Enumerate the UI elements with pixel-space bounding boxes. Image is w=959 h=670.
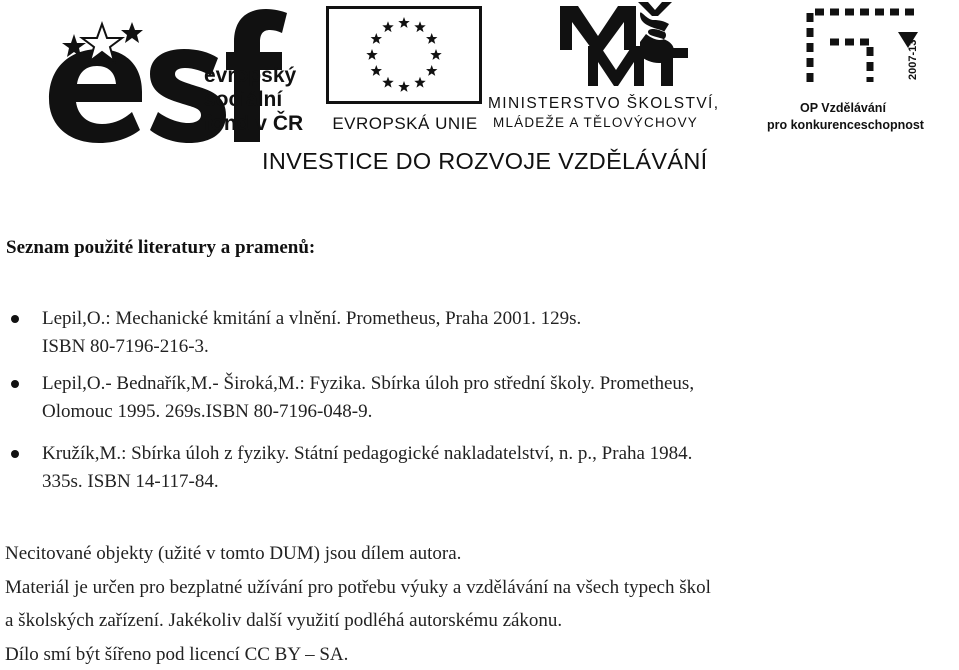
eu-star-icon	[414, 21, 425, 32]
msmt-emblem-icon	[488, 2, 763, 94]
esf-line1: evropský	[204, 64, 297, 87]
eu-flag-icon	[326, 6, 482, 104]
op-line2: pro konkurenceschopnost	[767, 118, 924, 132]
logo-header	[0, 0, 959, 190]
msmt-line1: MINISTERSTVO ŠKOLSTVÍ,	[488, 95, 720, 112]
note-line4: Dílo smí být šířeno pod licencí CC BY – SA.	[5, 644, 349, 665]
eu-logo	[323, 4, 487, 136]
bibliography-item-line1: Lepil,O.- Bednařík,M.- Široká,M.: Fyzika. Sbírka úloh pro střední školy. Prometheus,	[42, 373, 695, 394]
esf-line3: fond v ČR	[204, 112, 304, 135]
op-years: 2007-13	[907, 39, 919, 80]
eu-star-icon	[382, 21, 393, 32]
op-logo	[767, 2, 955, 138]
note-line3: a školských zařízení. Jakékoliv další využití podléhá autorskému zákonu.	[5, 610, 563, 631]
eu-label: EVROPSKÁ UNIE	[332, 114, 478, 133]
msmt-line2: MLÁDEŽE A TĚLOVÝCHOVY	[493, 115, 699, 130]
bibliography-item-line1: Kružík,M.: Sbírka úloh z fyziky. Státní pedagogické nakladatelství, n. p., Praha 1984.	[42, 443, 693, 464]
note-line1: Necitované objekty (užité v tomto DUM) jsou dílem autora.	[5, 543, 462, 564]
esf-line2: sociální	[204, 88, 283, 111]
op-emblem-icon	[770, 2, 955, 100]
msmt-logo	[488, 2, 763, 140]
eu-star-icon	[366, 49, 377, 60]
bullet-icon	[11, 315, 19, 323]
eu-star-icon	[371, 33, 382, 44]
eu-star-icon	[398, 17, 409, 28]
eu-star-icon	[426, 33, 437, 44]
note-line2: Materiál je určen pro bezplatné užívání pro potřebu výuky a vzdělávání na všech typech škol	[5, 577, 711, 598]
bullet-icon	[11, 380, 19, 388]
bullet-icon	[11, 450, 19, 458]
esf-logo	[44, 4, 324, 144]
bibliography-item-line2: 335s. ISBN 14-117-84.	[42, 471, 219, 492]
eu-star-icon	[398, 81, 409, 92]
eu-star-icon	[414, 77, 425, 88]
eu-star-icon	[426, 65, 437, 76]
bibliography-item-line2: Olomouc 1995. 269s.ISBN 80-7196-048-9.	[42, 401, 373, 422]
eu-star-icon	[371, 65, 382, 76]
eu-star-icon	[430, 49, 441, 60]
op-line1: OP Vzdělávání	[800, 101, 886, 115]
bibliography-item-line2: ISBN 80-7196-216-3.	[42, 336, 209, 357]
eu-star-icon	[382, 77, 393, 88]
bibliography-heading: Seznam použité literatury a pramenů:	[6, 237, 316, 258]
tagline: INVESTICE DO ROZVOJE VZDĚLÁVÁNÍ	[262, 148, 708, 174]
bibliography-item-line1: Lepil,O.: Mechanické kmitání a vlnění. Prometheus, Praha 2001. 129s.	[42, 308, 582, 329]
